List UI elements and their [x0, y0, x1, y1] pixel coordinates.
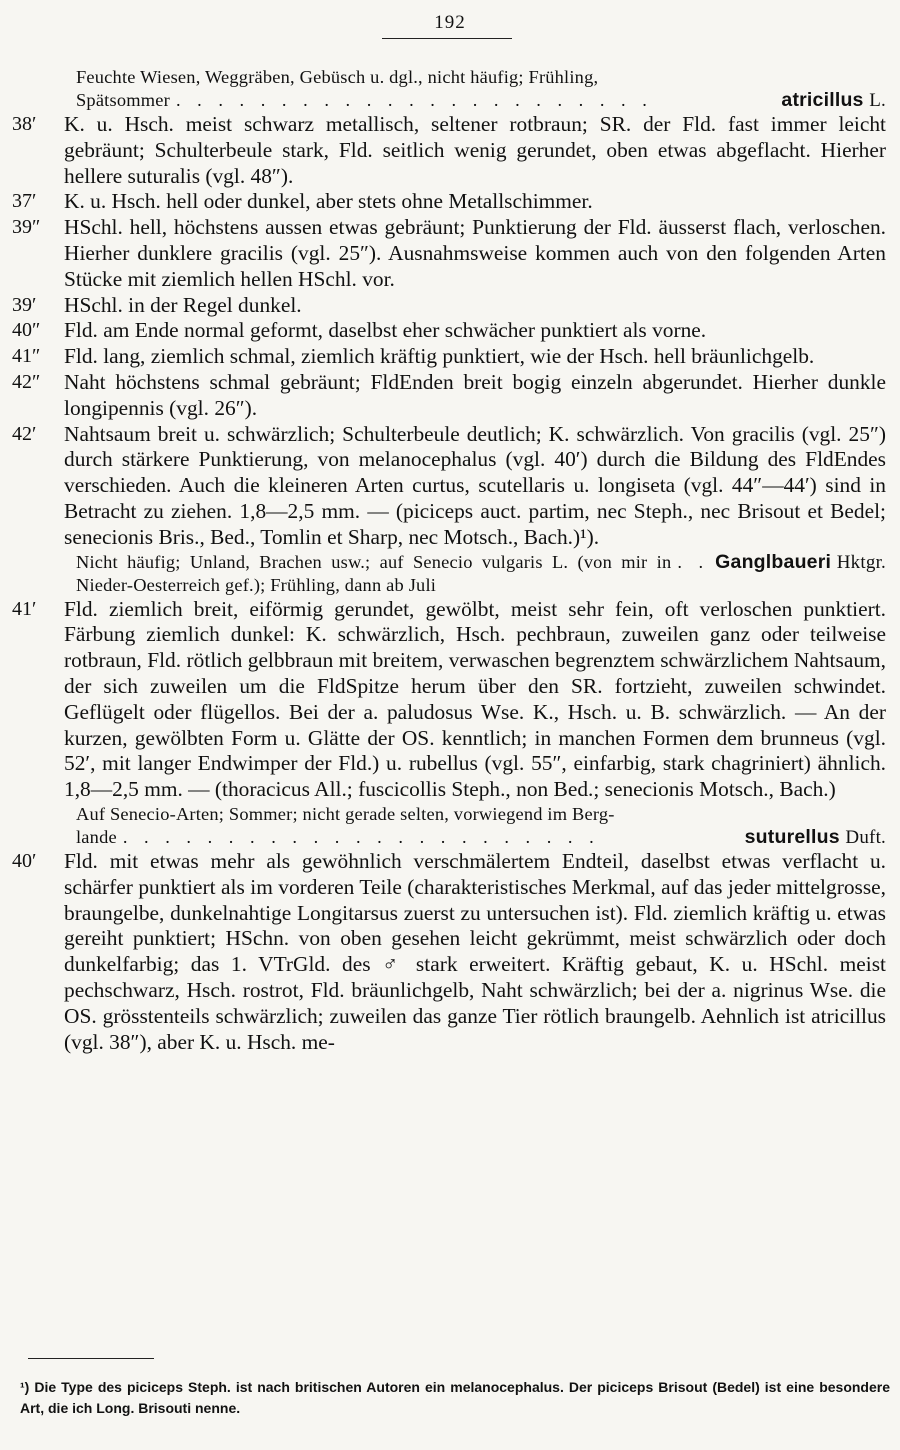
page-number: 192: [434, 12, 466, 33]
couplet-number: 42′: [12, 422, 37, 445]
species-name: Ganglbaueri Hktgr.: [715, 550, 886, 573]
key-entry-42pp: [0, 370, 900, 422]
couplet-number: 38′: [12, 113, 37, 135]
couplet-number: 41″: [12, 345, 41, 368]
key-entry-38p: [0, 112, 900, 189]
habitat-text: Nicht häufig; Unland, Brachen usw.; auf Senecio vulgaris L. (von mir in Nieder-Oesterreich gef.); Frühling, dann ab Juli: [76, 551, 672, 595]
key-entry-39p: [0, 293, 900, 319]
couplet-number: 40″: [12, 319, 41, 342]
key-entry-42p: [0, 422, 900, 551]
footnote: ¹) Die Type des piciceps Steph. ist nach britischen Autoren ein melanocephalus. Der piciceps Brisout (Bedel) ist eine besondere Art, die ich Long. Brisouti nenne.: [20, 1379, 890, 1416]
habitat-leader-text: lande: [76, 826, 117, 847]
entry-text: HSchl. in der Regel dunkel.: [64, 292, 302, 317]
couplet-number: 42″: [12, 370, 41, 393]
species-name: atricillus L.: [781, 89, 886, 111]
header-rule: [382, 38, 512, 39]
intro-line: Feuchte Wiesen, Weggräben, Gebüsch u. dgl., nicht häufig; Frühling,: [76, 67, 599, 87]
entry-text: K. u. Hsch. meist schwarz metallisch, seltener rotbraun; SR. der Fld. fast immer leicht gebräunt; Schulterbeule stark, Fld. seitlich wenig gerundet, oben etwas abgeflacht. Hierher hellere suturalis (vgl. 48″).: [64, 112, 886, 188]
intro-leader-row: [76, 89, 886, 112]
key-text: [0, 66, 900, 1055]
habitat-leader-row: [76, 826, 886, 849]
couplet-number: 37′: [12, 190, 37, 213]
entry-text: Nahtsaum breit u. schwärzlich; Schulterbeule deutlich; K. schwärzlich. Von gracilis (vgl. 25″) durch stärkere Punktierung, von melanocephalus (vgl. 40′) durch die Bildung des FldEndes verschieden. Auch die kleineren Arten curtus, scutellaris u. longiseta (vgl. 44″—44′) sind in Betracht zu ziehen. 1,8—2,5 mm. — (piciceps auct. partim, nec Steph., nec Brisout et Bedel; senecionis Bris., Bed., Tomlin et Sharp, nec Motsch., Bach.)¹).: [64, 421, 886, 549]
leader-dots: . . . . . . . . . . . . . . . . . . . . . . .: [175, 90, 653, 110]
key-entry-39pp: [0, 215, 900, 292]
intro-habitat: [0, 66, 900, 112]
entry-text: Fld. lang, ziemlich schmal, ziemlich kräftig punktiert, wie der Hsch. hell bräunlichgelb.: [64, 344, 815, 369]
habitat-41p: [0, 803, 900, 849]
key-entry-37p: [0, 189, 900, 215]
species-name: suturellus Duft.: [744, 825, 886, 848]
intro-leader-text: Spätsommer: [76, 90, 170, 110]
habitat-42p: [0, 551, 900, 597]
entry-text: Fld. mit etwas mehr als gewöhnlich verschmälertem Endteil, daselbst etwas verflacht u. schärfer punktiert als im vorderen Teile (charakteristisches Merkmal, auf das jeder mittelgrosse, braungelbe, dunkelnahtige Longitarsus zuerst zu untersuchen ist). Fld. ziemlich kräftig u. etwas gereiht punktiert; HSchn. von oben gesehen leicht gekrümmt, meist schwärzlich oder doch dunkelfarbig; das 1. VTrGld. des ♂ stark erweitert. Kräftig gebaut, K. u. HSchl. meist pechschwarz, Hsch. rostrot, Fld. bräunlichgelb, Naht schwärzlich; bei der a. nigrinus Wse. die OS. grösstenteils schwärzlich; zuweilen das ganze Tier rötlich braungelb. Aehnlich ist atricillus (vgl. 38″), aber K. u. Hsch. me-: [64, 848, 886, 1054]
entry-text: Naht höchstens schmal gebräunt; FldEnden breit bogig einzeln abgerundet. Hierher dunkle longipennis (vgl. 26″).: [64, 369, 886, 420]
key-entry-41pp: [0, 344, 900, 370]
habitat-leader-row: [76, 551, 886, 597]
entry-text: K. u. Hsch. hell oder dunkel, aber stets ohne Metallschimmer.: [64, 189, 593, 214]
entry-text: Fld. am Ende normal geformt, daselbst eher schwächer punktiert als vorne.: [64, 318, 707, 343]
couplet-number: 39″: [12, 216, 41, 239]
habitat-line: Auf Senecio-Arten; Sommer; nicht gerade selten, vorwiegend im Berg-: [76, 803, 615, 824]
entry-text: Fld. ziemlich breit, eiförmig gerundet, gewölbt, meist sehr fein, oft verloschen punktiert. Färbung ziemlich dunkel: K. schwärzlich, Hsch. pechbraun, zuweilen ganz oder teilweise rotbraun, Fld. rötlich gelbbraun mit breitem, verwaschen begrenztem schwärzlichem Nahtsaum, der sich zuweilen um die FldSpitze herum über den SR. fortzieht, zuweilen schwindet. Geflügelt oder flügellos. Bei der a. paludosus Wse. K., Hsch. u. B. schwärzlich. — An der kurzen, gewölbten Form u. Glätte der OS. kenntlich; in manchen Formen dem brunneus (vgl. 52′, mit langer Endwimper der Fld.) u. rubellus (vgl. 55″, einfarbig, stark chagriniert) ähnlich. 1,8—2,5 mm. — (thoracicus All.; fuscicollis Steph., non Bed.; senecionis Motsch., Bach.): [64, 596, 886, 802]
couplet-number: 39′: [12, 293, 37, 316]
entry-text: HSchl. hell, höchstens aussen etwas gebräunt; Punktierung der Fld. äusserst flach, verloschen. Hierher dunklere gracilis (vgl. 25″). Ausnahmsweise kommen auch von den folgenden Arten Stücke mit ziemlich hellen HSchl. vor.: [64, 215, 886, 291]
key-entry-40pp: [0, 318, 900, 344]
key-entry-41p: [0, 597, 900, 803]
couplet-number: 41′: [12, 597, 37, 620]
leader-dots: . .: [677, 551, 710, 572]
couplet-number: 40′: [12, 849, 37, 872]
footnote-rule: [28, 1358, 154, 1359]
key-entry-40p: [0, 849, 900, 1055]
leader-dots: . . . . . . . . . . . . . . . . . . . . . . .: [122, 826, 600, 847]
